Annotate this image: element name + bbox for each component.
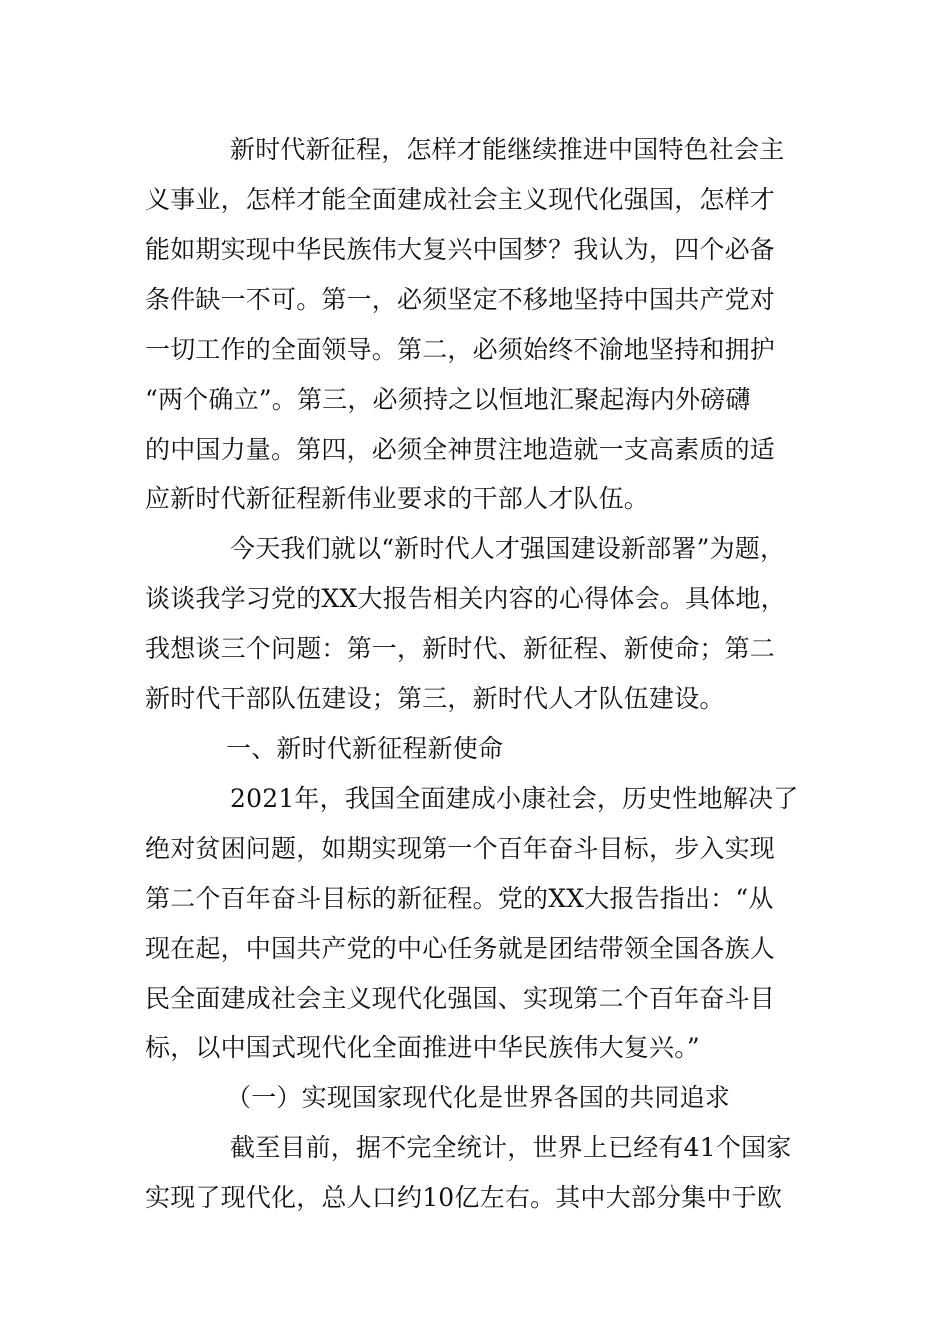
section-heading-1: 一、新时代新征程新使命 <box>226 734 504 763</box>
paragraph-3-line-5: 民全面建成社会主义现代化强国、实现第二个百年奋斗目 <box>145 984 776 1013</box>
paragraph-1-line-4: 条件缺一不可。第一，必须坚定不移地坚持中国共产党对 <box>145 285 776 314</box>
paragraph-4-line-2: 实现了现代化，总人口约10亿左右。其中大部分集中于欧 <box>145 1183 783 1212</box>
paragraph-2-line-4: 新时代干部队伍建设；第三，新时代人才队伍建设。 <box>145 684 725 713</box>
paragraph-1-line-5: 一切工作的全面领导。第二，必须始终不渝地坚持和拥护 <box>145 335 776 364</box>
paragraph-3-line-6: 标，以中国式现代化全面推进中华民族伟大复兴。” <box>145 1033 700 1062</box>
paragraph-2-line-2: 谈谈我学习党的XX大报告相关内容的心得体会。具体地， <box>145 584 786 613</box>
paragraph-1-line-2: 义事业，怎样才能全面建成社会主义现代化强国，怎样才 <box>145 185 776 214</box>
paragraph-3-line-1: 2021年，我国全面建成小康社会，历史性地解决了 <box>230 784 799 813</box>
subsection-heading-1: （一）实现国家现代化是世界各国的共同追求 <box>226 1083 731 1112</box>
paragraph-2-line-1: 今天我们就以“新时代人才强国建设新部署”为题， <box>230 534 786 563</box>
paragraph-1-line-6: “两个确立”。第三，必须持之以恒地汇聚起海内外磅礴 <box>145 385 751 414</box>
paragraph-4-line-1: 截至目前，据不完全统计，世界上已经有41个国家 <box>230 1133 792 1162</box>
paragraph-1-line-8: 应新时代新征程新伟业要求的干部人才队伍。 <box>145 484 650 513</box>
paragraph-1-line-3: 能如期实现中华民族伟大复兴中国梦？我认为，四个必备 <box>145 235 776 264</box>
paragraph-3-line-3: 第二个百年奋斗目标的新征程。党的XX大报告指出：“从 <box>145 884 774 913</box>
paragraph-3-line-4: 现在起，中国共产党的中心任务就是团结带领全国各族人 <box>145 934 776 963</box>
paragraph-1-line-7: 的中国力量。第四，必须全神贯注地造就一支高素质的适 <box>145 435 776 464</box>
paragraph-1-line-1: 新时代新征程，怎样才能继续推进中国特色社会主 <box>230 135 785 164</box>
paragraph-3-line-2: 绝对贫困问题，如期实现第一个百年奋斗目标，步入实现 <box>145 834 776 863</box>
paragraph-2-line-3: 我想谈三个问题：第一，新时代、新征程、新使命；第二 <box>145 634 776 663</box>
